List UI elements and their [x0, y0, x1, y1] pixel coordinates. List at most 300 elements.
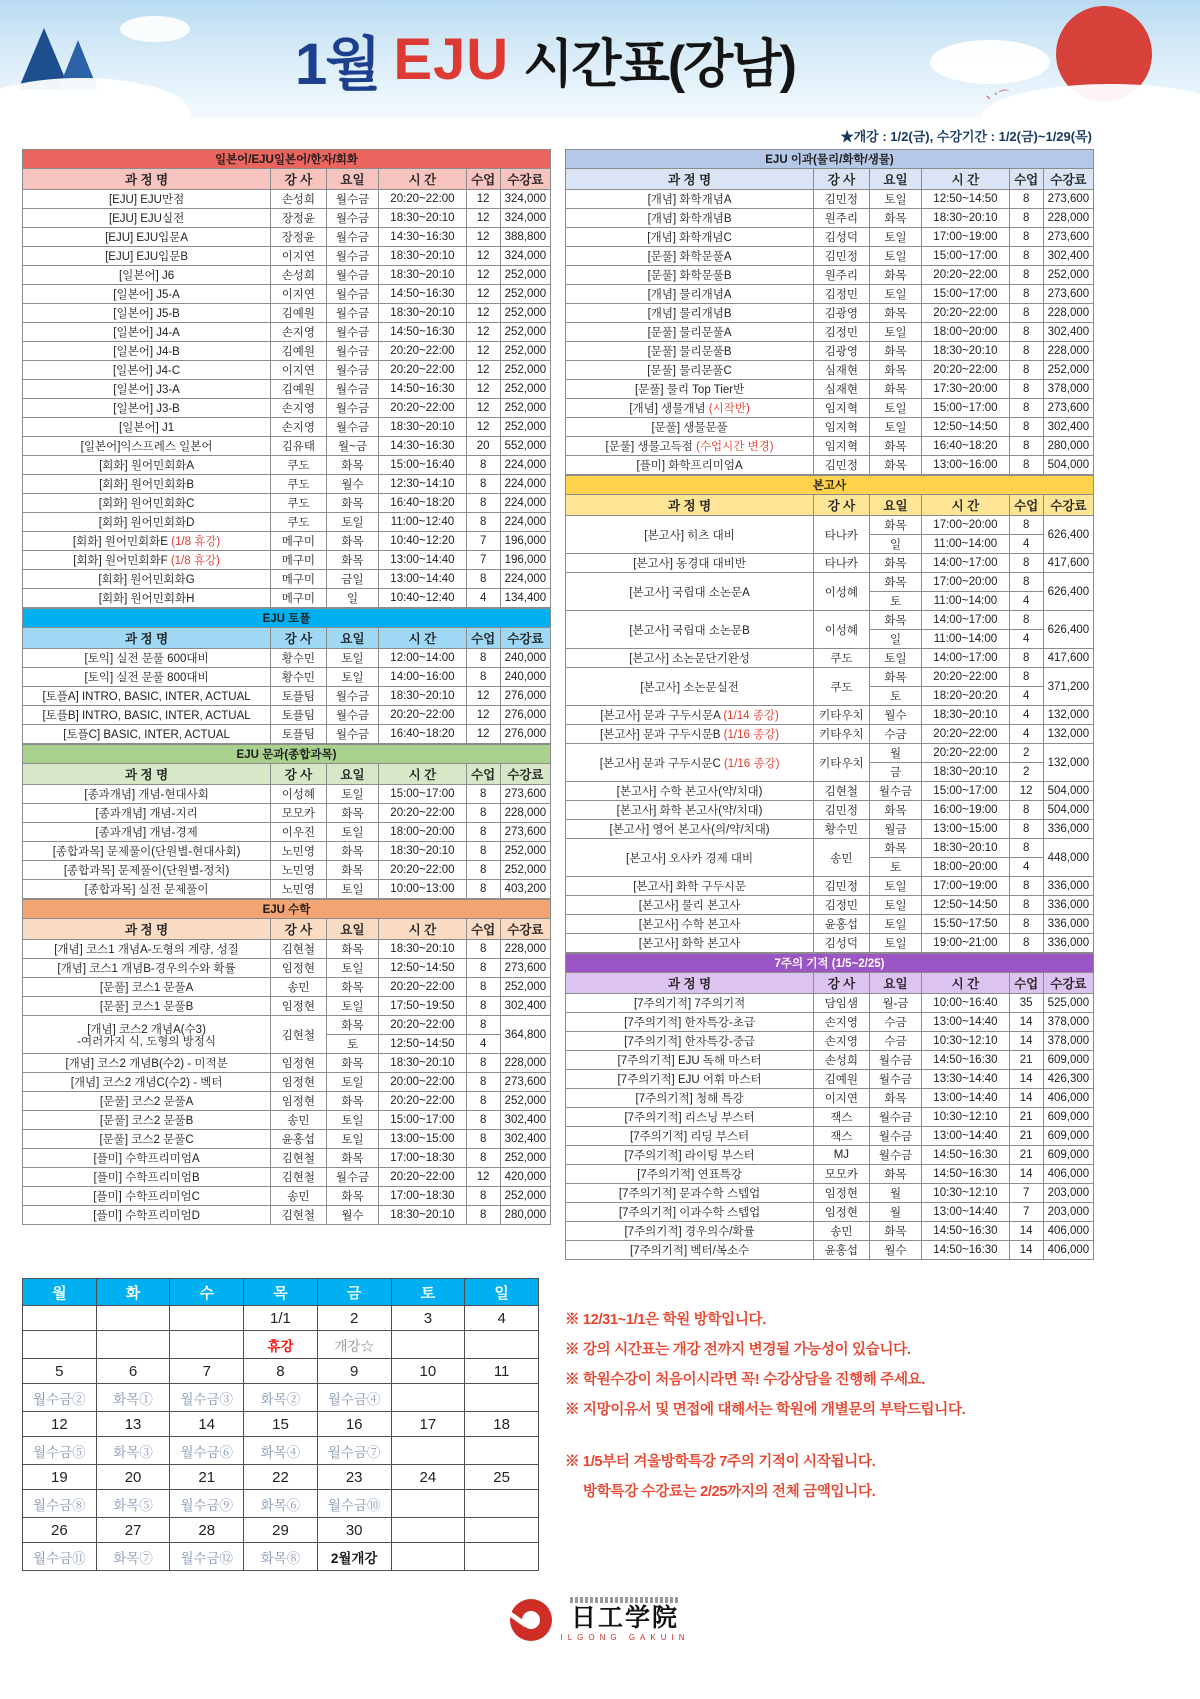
- table-row: [23, 513, 551, 532]
- day-cell: 화목: [869, 361, 922, 380]
- count-cell: 14: [1009, 1032, 1043, 1051]
- column-header: 수강료: [500, 628, 550, 649]
- day-cell: 월수금: [869, 1146, 922, 1165]
- day-cell: 화목: [869, 516, 922, 535]
- calendar-date-cell: 15: [244, 1412, 318, 1437]
- teacher-cell: 김광영: [814, 304, 869, 323]
- day-cell: 월수금: [326, 323, 379, 342]
- course-note: (1/16 종강): [720, 757, 780, 770]
- table-row: [566, 399, 1094, 418]
- table-row: [566, 839, 1094, 858]
- price-cell: 406,000: [1043, 1241, 1093, 1260]
- calendar-weekday-header: 금: [317, 1279, 391, 1306]
- calendar-date-cell: 21: [170, 1465, 244, 1490]
- section-seven-weeks: [565, 953, 1094, 1260]
- count-cell: 8: [1009, 437, 1043, 456]
- teacher-cell: 송민: [271, 1187, 326, 1206]
- count-cell: 8: [466, 1206, 500, 1225]
- table-row: [23, 706, 551, 725]
- count-cell: 8: [1009, 247, 1043, 266]
- notices: [565, 1278, 965, 1510]
- count-cell: 21: [1009, 1127, 1043, 1146]
- price-cell: 302,400: [500, 1130, 550, 1149]
- count-cell: 8: [1009, 915, 1043, 934]
- count-cell: 8: [466, 959, 500, 978]
- table-row: [23, 1092, 551, 1111]
- course-name-cell: [개념] 코스2 개념A(수3) -여러가지 식, 도형의 방정식: [23, 1016, 271, 1054]
- calendar-label-cell: 토일⑥: [465, 1437, 539, 1465]
- count-cell: 8: [1009, 190, 1043, 209]
- count-cell: 12: [466, 687, 500, 706]
- calendar-table: [22, 1278, 539, 1571]
- course-name-cell: [플미] 수학프리미엄C: [23, 1187, 271, 1206]
- price-cell: 252,000: [500, 304, 550, 323]
- table-row: [566, 801, 1094, 820]
- time-cell: 18:30~20:10: [922, 342, 1009, 361]
- count-cell: 12: [466, 323, 500, 342]
- time-cell: 17:00~18:30: [379, 1187, 466, 1206]
- day-cell: 화목: [869, 266, 922, 285]
- course-name-cell: [본고사] 문과 구두시문B (1/16 종강): [566, 725, 814, 744]
- price-cell: 504,000: [1043, 801, 1093, 820]
- day-cell: 토일: [326, 959, 379, 978]
- teacher-cell: 장정윤: [271, 228, 326, 247]
- teacher-cell: 송민: [271, 1111, 326, 1130]
- table-row: [566, 1108, 1094, 1127]
- count-cell: 8: [466, 513, 500, 532]
- calendar-weekday-header: 토: [391, 1279, 465, 1306]
- time-cell: 19:00~21:00: [922, 934, 1009, 953]
- count-cell: 8: [1009, 266, 1043, 285]
- time-cell: 10:40~12:40: [379, 589, 466, 608]
- count-cell: 8: [466, 570, 500, 589]
- table-row: [23, 959, 551, 978]
- column-header: 수강료: [1043, 973, 1093, 994]
- time-cell: 10:40~12:20: [379, 532, 466, 551]
- calendar-label-cell: [391, 1543, 465, 1571]
- time-cell: 13:00~14:40: [922, 1089, 1009, 1108]
- time-cell: 18:30~20:10: [922, 706, 1009, 725]
- day-cell: 월수금: [869, 1070, 922, 1089]
- time-cell: 18:30~20:10: [379, 418, 466, 437]
- teacher-cell: 김예원: [814, 1070, 869, 1089]
- teacher-cell: 타나카: [814, 554, 869, 573]
- page-title: [0, 0, 1090, 118]
- table-row: [566, 668, 1094, 687]
- count-cell: 8: [1009, 361, 1043, 380]
- price-cell: 336,000: [1043, 915, 1093, 934]
- time-cell: 15:00~17:00: [922, 782, 1009, 801]
- count-cell: 8: [1009, 801, 1043, 820]
- calendar-date-cell: 7: [170, 1359, 244, 1384]
- course-name-cell: [본고사] 국립대 소논문B: [566, 611, 814, 649]
- course-name-cell: [본고사] 화학 본고사: [566, 934, 814, 953]
- time-cell: 14:00~17:00: [922, 554, 1009, 573]
- price-cell: 378,000: [1043, 1032, 1093, 1051]
- price-cell: 252,000: [500, 978, 550, 997]
- table-row: [23, 1016, 551, 1035]
- time-cell: 20:20~22:00: [922, 361, 1009, 380]
- table-row: [566, 285, 1094, 304]
- day-cell: 화목: [869, 380, 922, 399]
- column-header: 과 정 명: [566, 495, 814, 516]
- course-name-cell: [본고사] 물리 본고사: [566, 896, 814, 915]
- count-cell: 12: [466, 209, 500, 228]
- time-cell: 20:20~22:00: [379, 190, 466, 209]
- time-cell: 10:30~12:10: [922, 1108, 1009, 1127]
- count-cell: 8: [1009, 516, 1043, 535]
- count-cell: 4: [466, 589, 500, 608]
- count-cell: 20: [466, 437, 500, 456]
- price-cell: 273,600: [1043, 228, 1093, 247]
- column-header-row: [566, 169, 1094, 190]
- time-cell: 12:50~14:50: [379, 959, 466, 978]
- table-row: [23, 570, 551, 589]
- course-name-cell: [문풀] 물리문풀C: [566, 361, 814, 380]
- academy-logo: [0, 1597, 1200, 1642]
- count-cell: 8: [466, 804, 500, 823]
- section-title: EJU 토플: [23, 609, 551, 628]
- calendar-date-cell: 13: [96, 1412, 170, 1437]
- teacher-cell: 이지연: [814, 1089, 869, 1108]
- course-name-cell: [문풀] 화학문풀A: [566, 247, 814, 266]
- price-cell: 626,400: [1043, 573, 1093, 611]
- day-cell: 토일: [869, 323, 922, 342]
- teacher-cell: 김광영: [814, 342, 869, 361]
- day-cell: 토일: [326, 513, 379, 532]
- calendar-label-row: [23, 1384, 539, 1412]
- table-row: [566, 744, 1094, 763]
- calendar-date-cell: 14: [170, 1412, 244, 1437]
- time-cell: 10:30~12:10: [922, 1032, 1009, 1051]
- calendar-label-cell: 휴강: [244, 1331, 318, 1359]
- time-cell: 13:00~14:40: [922, 1203, 1009, 1222]
- price-cell: 406,000: [1043, 1222, 1093, 1241]
- day-cell: 토일: [869, 649, 922, 668]
- count-cell: 8: [1009, 649, 1043, 668]
- day-cell: 토일: [326, 1111, 379, 1130]
- column-header: 수강료: [1043, 495, 1093, 516]
- time-cell: 11:00~14:00: [922, 535, 1009, 554]
- section-title: 일본어/EJU일본어/한자/회화: [23, 150, 551, 169]
- count-cell: 14: [1009, 1241, 1043, 1260]
- table-row: [23, 190, 551, 209]
- table-row: [23, 785, 551, 804]
- teacher-cell: 키타우치: [814, 744, 869, 782]
- teacher-cell: 김민정: [814, 456, 869, 475]
- course-name-cell: [7주의기적] EJU 어휘 마스터: [566, 1070, 814, 1089]
- day-cell: 월수금: [326, 285, 379, 304]
- teacher-cell: 윤홍섭: [814, 1241, 869, 1260]
- teacher-cell: 메구미: [271, 532, 326, 551]
- count-cell: 8: [1009, 323, 1043, 342]
- calendar-weekday-header: 목: [244, 1279, 318, 1306]
- price-cell: 609,000: [1043, 1127, 1093, 1146]
- title-month: 1월: [295, 32, 380, 97]
- day-cell: 월-금: [869, 994, 922, 1013]
- time-cell: 12:50~14:50: [922, 418, 1009, 437]
- price-cell: 196,000: [500, 532, 550, 551]
- course-name-cell: [개념] 생물개념 (시작반): [566, 399, 814, 418]
- timetable-columns: [0, 149, 1200, 1260]
- day-cell: 화목: [326, 842, 379, 861]
- column-header: 수강료: [500, 169, 550, 190]
- time-cell: 20:20~22:00: [379, 399, 466, 418]
- time-cell: 14:50~16:30: [922, 1146, 1009, 1165]
- table-row: [566, 1051, 1094, 1070]
- calendar-date-cell: 16: [317, 1412, 391, 1437]
- price-cell: 504,000: [1043, 782, 1093, 801]
- day-cell: 화목: [869, 668, 922, 687]
- column-header: 강 사: [814, 973, 869, 994]
- table-row: [23, 285, 551, 304]
- course-name-line2: -여러가지 식, 도형의 방정식: [77, 1036, 216, 1048]
- course-name-cell: [일본어] J4-C: [23, 361, 271, 380]
- teacher-cell: 이지연: [271, 247, 326, 266]
- day-cell: 월수금: [869, 1127, 922, 1146]
- course-name-cell: [개념] 물리개념A: [566, 285, 814, 304]
- notice-line: ※ 1/5부터 겨울방학특강 7주의 기적이 시작됩니다.: [565, 1454, 876, 1470]
- count-cell: 4: [466, 1035, 500, 1054]
- table-row: [23, 304, 551, 323]
- time-cell: 13:00~15:00: [379, 1130, 466, 1149]
- course-name-cell: [개념] 코스2 개념C(수2) - 벡터: [23, 1073, 271, 1092]
- price-cell: 336,000: [1043, 934, 1093, 953]
- day-cell: 화목: [869, 437, 922, 456]
- column-header: 요일: [326, 628, 379, 649]
- price-cell: 228,000: [1043, 342, 1093, 361]
- price-cell: 132,000: [1043, 725, 1093, 744]
- teacher-cell: 장정윤: [271, 209, 326, 228]
- course-name-cell: [7주의기적] 벡터/복소수: [566, 1241, 814, 1260]
- course-name-cell: [문풀] 물리문풀B: [566, 342, 814, 361]
- day-cell: 토일: [869, 418, 922, 437]
- count-cell: 12: [466, 706, 500, 725]
- time-cell: 20:20~22:00: [379, 1168, 466, 1187]
- time-cell: 15:00~16:40: [379, 456, 466, 475]
- time-cell: 14:50~16:30: [922, 1222, 1009, 1241]
- calendar-label-cell: 월수금⑩: [317, 1490, 391, 1518]
- time-cell: 14:50~16:30: [379, 285, 466, 304]
- section-title: 본고사: [566, 476, 1094, 495]
- day-cell: 화목: [869, 573, 922, 592]
- time-cell: 14:50~16:30: [379, 380, 466, 399]
- section-title: EJU 이과(물리/화학/생물): [566, 150, 1094, 169]
- count-cell: 8: [466, 842, 500, 861]
- calendar-label-cell: 화목①: [96, 1384, 170, 1412]
- table-row: [566, 1184, 1094, 1203]
- price-cell: 273,600: [1043, 285, 1093, 304]
- day-cell: 토일: [326, 1130, 379, 1149]
- day-cell: 토일: [326, 997, 379, 1016]
- teacher-cell: 이성혜: [814, 573, 869, 611]
- course-name-cell: [토익] 실전 문풀 600대비: [23, 649, 271, 668]
- column-header: 수업: [1009, 169, 1043, 190]
- column-header: 수업: [466, 628, 500, 649]
- table-row: [566, 323, 1094, 342]
- course-name-cell: [토익] 실전 문풀 800대비: [23, 668, 271, 687]
- count-cell: 8: [466, 1187, 500, 1206]
- notice-line: ※ 강의 시간표는 개강 전까지 변경될 가능성이 있습니다.: [565, 1342, 911, 1358]
- calendar-date-cell: 17: [391, 1412, 465, 1437]
- course-name-cell: [7주의기적] 경우의수/확률: [566, 1222, 814, 1241]
- price-cell: 228,000: [1043, 304, 1093, 323]
- count-cell: 14: [1009, 1013, 1043, 1032]
- section-title-row: [566, 476, 1094, 495]
- time-cell: 16:40~18:20: [379, 725, 466, 744]
- count-cell: 12: [466, 304, 500, 323]
- teacher-cell: 손성희: [271, 190, 326, 209]
- table-row: [23, 861, 551, 880]
- teacher-cell: 김성덕: [814, 228, 869, 247]
- price-cell: 252,000: [500, 842, 550, 861]
- price-cell: 240,000: [500, 668, 550, 687]
- calendar-date-cell: 29: [244, 1518, 318, 1543]
- table-row: [566, 994, 1094, 1013]
- table-row: [566, 361, 1094, 380]
- time-cell: 18:30~20:10: [379, 687, 466, 706]
- count-cell: 12: [466, 228, 500, 247]
- table-row: [566, 782, 1094, 801]
- course-name-cell: [플미] 수학프리미엄A: [23, 1149, 271, 1168]
- calendar-header-row: [23, 1279, 539, 1306]
- count-cell: 8: [1009, 228, 1043, 247]
- teacher-cell: 송민: [814, 839, 869, 877]
- course-name-cell: [문풀] 물리문풀A: [566, 323, 814, 342]
- count-cell: 21: [1009, 1051, 1043, 1070]
- column-header: 요일: [869, 495, 922, 516]
- course-name-cell: [7주의기적] 한자특강-초급: [566, 1013, 814, 1032]
- table-row: [566, 190, 1094, 209]
- count-cell: 21: [1009, 1108, 1043, 1127]
- time-cell: 12:50~14:50: [379, 1035, 466, 1054]
- course-name-cell: [플미] 수학프리미엄B: [23, 1168, 271, 1187]
- time-cell: 18:30~20:10: [379, 247, 466, 266]
- course-name-cell: [7주의기적] 라이팅 부스터: [566, 1146, 814, 1165]
- course-name-cell: [EJU] EJU만점: [23, 190, 271, 209]
- course-name-cell: [본고사] 화학 본고사(약/치대): [566, 801, 814, 820]
- notice-line: ※ 12/31~1/1은 학원 방학입니다.: [565, 1312, 766, 1328]
- calendar-label-cell: [170, 1331, 244, 1359]
- teacher-cell: 이성혜: [271, 785, 326, 804]
- teacher-cell: 김현철: [271, 1149, 326, 1168]
- price-cell: 364,800: [500, 1016, 550, 1054]
- count-cell: 21: [1009, 1146, 1043, 1165]
- table-row: [566, 1070, 1094, 1089]
- birds-icon: ヽ'⌒: [981, 88, 1013, 106]
- calendar-label-cell: 토일③: [391, 1384, 465, 1412]
- column-header: 과 정 명: [23, 169, 271, 190]
- count-cell: 4: [1009, 592, 1043, 611]
- course-name-cell: [7주의기적] 리스닝 부스터: [566, 1108, 814, 1127]
- count-cell: 2: [1009, 744, 1043, 763]
- price-cell: 280,000: [500, 1206, 550, 1225]
- course-name-cell: [개념] 화학개념A: [566, 190, 814, 209]
- price-cell: 132,000: [1043, 706, 1093, 725]
- course-name-cell: [개념] 코스2 개념B(수2) - 미적분: [23, 1054, 271, 1073]
- course-name-cell: [토플B] INTRO, BASIC, INTER, ACTUAL: [23, 706, 271, 725]
- price-cell: 302,400: [500, 1111, 550, 1130]
- section-title-row: [566, 150, 1094, 169]
- teacher-cell: 김현철: [271, 1168, 326, 1187]
- count-cell: 7: [466, 551, 500, 570]
- column-header: 강 사: [271, 919, 326, 940]
- count-cell: 8: [1009, 554, 1043, 573]
- teacher-cell: 모모카: [271, 804, 326, 823]
- time-cell: 18:30~20:10: [379, 842, 466, 861]
- teacher-cell: 원주리: [814, 209, 869, 228]
- calendar-date-cell: 26: [23, 1518, 97, 1543]
- section-liberal-arts: [22, 744, 551, 899]
- count-cell: 8: [1009, 380, 1043, 399]
- teacher-cell: 이지연: [271, 361, 326, 380]
- table-row: [23, 978, 551, 997]
- course-name-cell: [일본어] J3-A: [23, 380, 271, 399]
- course-name-cell: [문풀] 코스2 문풀B: [23, 1111, 271, 1130]
- day-cell: 토일: [869, 228, 922, 247]
- count-cell: 12: [466, 1168, 500, 1187]
- section-math: [22, 899, 551, 1225]
- time-cell: 20:20~22:00: [922, 725, 1009, 744]
- course-name-cell: [7주의기적] 리딩 부스터: [566, 1127, 814, 1146]
- time-cell: 10:30~12:10: [922, 1184, 1009, 1203]
- count-cell: 8: [466, 880, 500, 899]
- course-name-cell: [본고사] 문과 구두시문A (1/14 종강): [566, 706, 814, 725]
- day-cell: 화목: [326, 532, 379, 551]
- day-cell: 토일: [869, 399, 922, 418]
- day-cell: 화목: [869, 611, 922, 630]
- teacher-cell: 김정민: [814, 285, 869, 304]
- calendar-date-cell: 9: [317, 1359, 391, 1384]
- course-name-cell: [종과개념] 개념-지리: [23, 804, 271, 823]
- calendar-date-cell: [96, 1306, 170, 1331]
- calendar-label-cell: 화목⑥: [244, 1490, 318, 1518]
- count-cell: 8: [1009, 285, 1043, 304]
- price-cell: 203,000: [1043, 1203, 1093, 1222]
- calendar-label-cell: 토일④: [465, 1384, 539, 1412]
- course-name-cell: [7주의기적] 이과수학 스텝업: [566, 1203, 814, 1222]
- price-cell: 626,400: [1043, 611, 1093, 649]
- count-cell: 7: [466, 532, 500, 551]
- day-cell: 화목: [869, 209, 922, 228]
- count-cell: 8: [466, 1111, 500, 1130]
- calendar-date-cell: 11: [465, 1359, 539, 1384]
- price-cell: 224,000: [500, 475, 550, 494]
- day-cell: 화목: [326, 456, 379, 475]
- course-name-cell: [일본어] J3-B: [23, 399, 271, 418]
- table-row: [566, 820, 1094, 839]
- day-cell: 월수금: [326, 304, 379, 323]
- table-row: [23, 940, 551, 959]
- teacher-cell: 쿠도: [271, 494, 326, 513]
- calendar-label-row: [23, 1331, 539, 1359]
- table-row: [23, 456, 551, 475]
- price-cell: 525,000: [1043, 994, 1093, 1013]
- calendar-date-cell: 4: [465, 1306, 539, 1331]
- day-cell: 일: [869, 630, 922, 649]
- price-cell: 252,000: [500, 361, 550, 380]
- price-cell: 252,000: [500, 342, 550, 361]
- count-cell: 12: [466, 342, 500, 361]
- day-cell: 월수금: [326, 342, 379, 361]
- calendar-date-cell: 19: [23, 1465, 97, 1490]
- calendar-date-cell: 22: [244, 1465, 318, 1490]
- column-header: 수강료: [500, 919, 550, 940]
- price-cell: 406,000: [1043, 1165, 1093, 1184]
- time-cell: 17:50~19:50: [379, 997, 466, 1016]
- january-calendar: [22, 1278, 539, 1571]
- count-cell: 12: [466, 418, 500, 437]
